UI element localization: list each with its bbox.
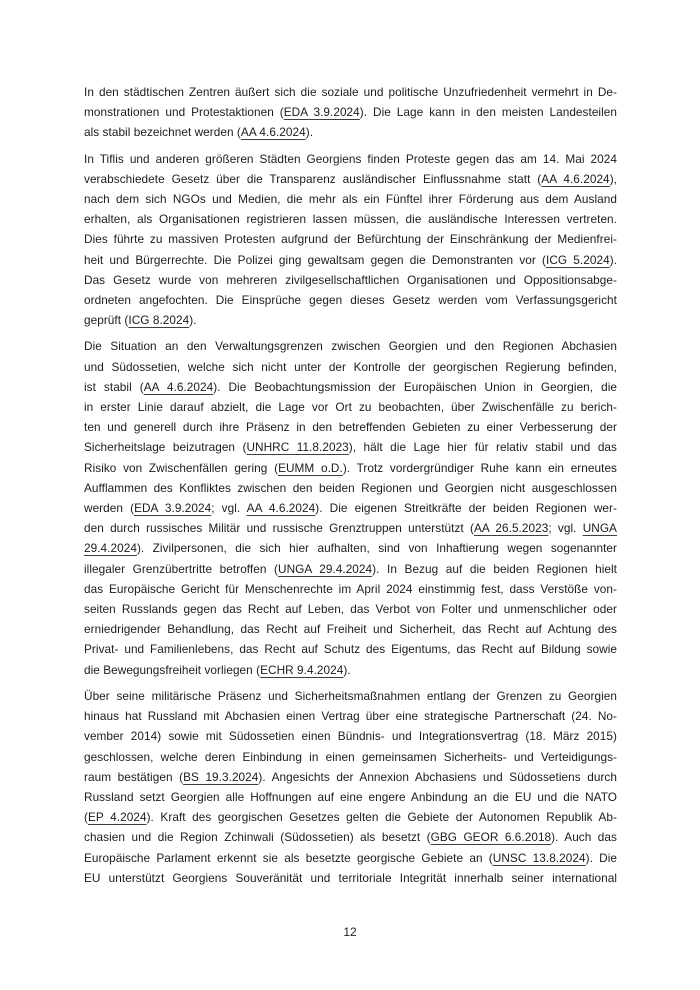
paragraph <box>84 82 617 143</box>
reference-link[interactable]: AA 4.6.2024 <box>143 379 214 394</box>
text-run: ). Die Beobachtungsmission der Europäischen Union in Georgien, die <box>213 379 617 394</box>
text-run: ). Zivilpersonen, die sich hier aufhalten, sind von Inhaftierung wegen sogenannter <box>136 541 617 556</box>
text-line <box>84 518 617 538</box>
reference-link[interactable]: AA 4.6.2024 <box>240 125 306 140</box>
reference-link[interactable]: BS 19.3.2024 <box>183 769 259 784</box>
text-run: und Südossetien, welche sich nicht unter der Kontrolle der georgischen Regierung befinden, <box>84 359 617 374</box>
text-run: In den städtischen Zentren äußert sich die soziale und politische Unzufriedenheit vermehrt in De- <box>84 85 617 99</box>
text-run: als stabil bezeichnet werden ( <box>84 125 241 140</box>
text-run: hinaus hat Russland mit Abchasien einen Vertrag über eine strategische Partnerschaft (24. No- <box>84 709 617 724</box>
text-run: heit und Bürgerrechte. Die Polizei ging gewaltsam gegen die Demonstranten vor ( <box>84 252 547 267</box>
text-line <box>84 169 617 189</box>
text-line <box>84 848 617 868</box>
text-run: Privat- und Familienlebens, das Recht auf Schutz des Eigentums, das Recht auf Bildung sowie <box>84 642 617 657</box>
reference-link[interactable]: UNHRC 11.8.2023 <box>246 440 349 455</box>
text-line <box>84 189 617 209</box>
paragraph <box>84 686 617 888</box>
reference-link[interactable]: EP 4.2024 <box>87 810 147 825</box>
text-run: geprüft ( <box>84 313 129 328</box>
text-line <box>84 686 617 706</box>
text-line <box>84 336 617 356</box>
text-run: seiten Russlands gegen das Recht auf Leben, das Verbot von Folter und unmenschlicher oder <box>84 602 617 617</box>
text-run: monstrationen und Protestaktionen ( <box>84 105 284 120</box>
text-run: ). <box>343 662 351 677</box>
text-run: erniedrigender Behandlung, das Recht auf Freiheit und Sicherheit, das Recht auf Achtung des <box>84 622 617 637</box>
text-line <box>84 377 617 397</box>
text-run: ; vgl. <box>211 501 247 516</box>
reference-link[interactable]: ICG 5.2024 <box>546 252 610 267</box>
text-run: ( <box>84 810 88 825</box>
text-run: In Tiflis und anderen größeren Städten Georgiens finden Proteste gegen das am 14. Mai 2024 <box>84 151 617 166</box>
text-run: Risiko von Zwischenfällen gering ( <box>84 460 279 475</box>
text-line <box>84 437 617 457</box>
text-line <box>84 787 617 807</box>
text-line <box>84 559 617 579</box>
text-line <box>84 639 617 659</box>
text-run: Die Situation an den Verwaltungsgrenzen zwischen Georgien und den Regionen Abchasien <box>84 339 617 354</box>
text-run: Dies führte zu massiven Protesten aufgrund der Befürchtung der Einschränkung der Medienfrei- <box>84 232 617 247</box>
text-line <box>84 250 617 270</box>
text-run: Russland setzt Georgien alle Hoffnungen auf eine engere Anbindung an die EU und die NATO <box>84 789 617 804</box>
text-run: ), hält die Lage hier für relativ stabil und das <box>348 440 617 455</box>
paragraph <box>84 336 617 679</box>
text-run: geschlossen, welche deren Einbindung in einen gemeinsamen Sicherheits- und Verteidigungs- <box>84 749 617 764</box>
reference-link[interactable]: AA 26.5.2023 <box>473 521 549 536</box>
reference-link[interactable]: 29.4.2024 <box>84 541 137 556</box>
text-run: das Europäische Gericht für Menschenrechte im April 2024 einstimmig fest, dass Verstöße von- <box>84 581 617 596</box>
text-line <box>84 538 617 558</box>
reference-link[interactable]: EUMM o.D. <box>278 460 343 475</box>
text-line <box>84 102 617 122</box>
text-run: ten und generell durch ihre Präsenz in den betreffenden Gebieten zu einer Verbesserung der <box>84 420 617 435</box>
text-line <box>84 619 617 639</box>
text-line <box>84 417 617 437</box>
text-run: Sicherheitslage beizutragen ( <box>84 440 247 455</box>
reference-link[interactable]: EDA 3.9.2024 <box>283 105 360 120</box>
text-run: nach dem sich NGOs und Medien, die mehr als ein Fünftel ihrer Förderung aus dem Ausland <box>84 192 617 207</box>
reference-link[interactable]: EDA 3.9.2024 <box>134 501 212 516</box>
text-line <box>84 357 617 377</box>
reference-link[interactable]: UNSC 13.8.2024 <box>492 850 586 865</box>
text-run: ordneten angefochten. Die Einsprüche gegen dieses Gesetz werden vom Verfassungsgericht <box>84 293 617 308</box>
text-line <box>84 767 617 787</box>
text-line <box>84 478 617 498</box>
text-run: ). <box>189 313 197 328</box>
text-run: Das Gesetz wurde von mehreren zivilgesellschaftlichen Organisationen und Oppositionsabge- <box>84 272 617 287</box>
text-line <box>84 706 617 726</box>
text-line <box>84 397 617 417</box>
text-run: Europäische Parlament erkennt sie als besetzte georgische Gebiete an ( <box>84 850 493 865</box>
reference-link[interactable]: ICG 8.2024 <box>128 313 190 328</box>
reference-link[interactable]: UNGA 29.4.2024 <box>278 561 373 576</box>
text-line <box>84 290 617 310</box>
text-run: ). Auch das <box>551 830 617 845</box>
paragraph <box>84 149 617 331</box>
text-run: in erster Linie darauf abzielt, die Lage vor Ort zu beobachten, über Zwischenfälle zu berich- <box>84 400 617 415</box>
text-line <box>84 458 617 478</box>
text-run: verabschiedete Gesetz über die Transparenz ausländischer Einflussnahme statt ( <box>84 171 542 186</box>
text-line <box>84 827 617 847</box>
text-run: ; vgl. <box>548 521 583 536</box>
text-line <box>84 270 617 290</box>
text-run: erhalten, als Organisationen registrieren lassen müssen, die ausländische Interessen vertreten. <box>84 212 617 227</box>
text-line <box>84 498 617 518</box>
text-run: ). Die Lage kann in den meisten Landesteilen <box>359 105 617 120</box>
reference-link[interactable]: ECHR 9.4.2024 <box>260 662 344 677</box>
text-run: ist stabil ( <box>84 379 144 394</box>
text-run: werden ( <box>84 501 135 516</box>
text-run: Über seine militärische Präsenz und Sicherheitsmaßnahmen entlang der Grenzen zu Georgien <box>84 688 617 703</box>
text-line <box>84 149 617 169</box>
text-run: EU unterstützt Georgiens Souveränität und territoriale Integrität innerhalb seiner international <box>84 870 617 885</box>
reference-link[interactable]: AA 4.6.2024 <box>541 171 610 186</box>
text-line <box>84 579 617 599</box>
text-line <box>84 807 617 827</box>
text-run: ). Trotz vordergründiger Ruhe kann ein erneutes <box>342 460 617 475</box>
text-run: ). In Bezug auf die beiden Regionen hielt <box>372 561 618 576</box>
text-run: ). Angesichts der Annexion Abchasiens und Südossetiens durch <box>258 769 617 784</box>
text-run: illegaler Grenzübertritte betroffen ( <box>84 561 279 576</box>
text-run: Aufflammen des Konfliktes zwischen den beiden Regionen und Georgien nicht ausgeschlossen <box>84 480 617 495</box>
text-run: ). Kraft des georgischen Gesetzes gelten die Gebiete der Autonomen Republik Ab- <box>146 810 617 825</box>
text-line <box>84 660 617 680</box>
text-run: ). Die eigenen Streitkräfte der beiden Regionen wer- <box>315 501 617 516</box>
text-run: ), <box>609 171 617 186</box>
text-run: ). Die <box>585 850 617 865</box>
text-run: ). <box>305 125 314 140</box>
text-run: ). <box>609 252 617 267</box>
text-line <box>84 747 617 767</box>
text-line <box>84 310 617 330</box>
page-number: 12 <box>343 925 357 939</box>
reference-link[interactable]: GBG GEOR 6.6.2018 <box>430 830 552 845</box>
text-line <box>84 82 617 102</box>
text-line <box>84 122 617 142</box>
text-line <box>84 726 617 746</box>
text-run: die Bewegungsfreiheit vorliegen ( <box>84 662 261 677</box>
text-run: raum bestätigen ( <box>84 769 184 784</box>
text-run: vember 2014) sowie mit Südossetien einen Bündnis- und Integrationsvertrag (18. März 2015) <box>84 729 617 744</box>
text-line <box>84 209 617 229</box>
reference-link[interactable]: AA 4.6.2024 <box>246 501 316 516</box>
text-line <box>84 868 617 888</box>
reference-link[interactable]: UNGA <box>582 521 617 536</box>
document-body <box>84 82 617 894</box>
text-line <box>84 229 617 249</box>
text-line <box>84 599 617 619</box>
page-footer <box>0 925 700 939</box>
text-run: chasien und die Region Zchinwali (Südossetien) als besetzt ( <box>84 830 431 845</box>
text-run: den durch russisches Militär und russische Grenztruppen unterstützt ( <box>84 521 474 536</box>
